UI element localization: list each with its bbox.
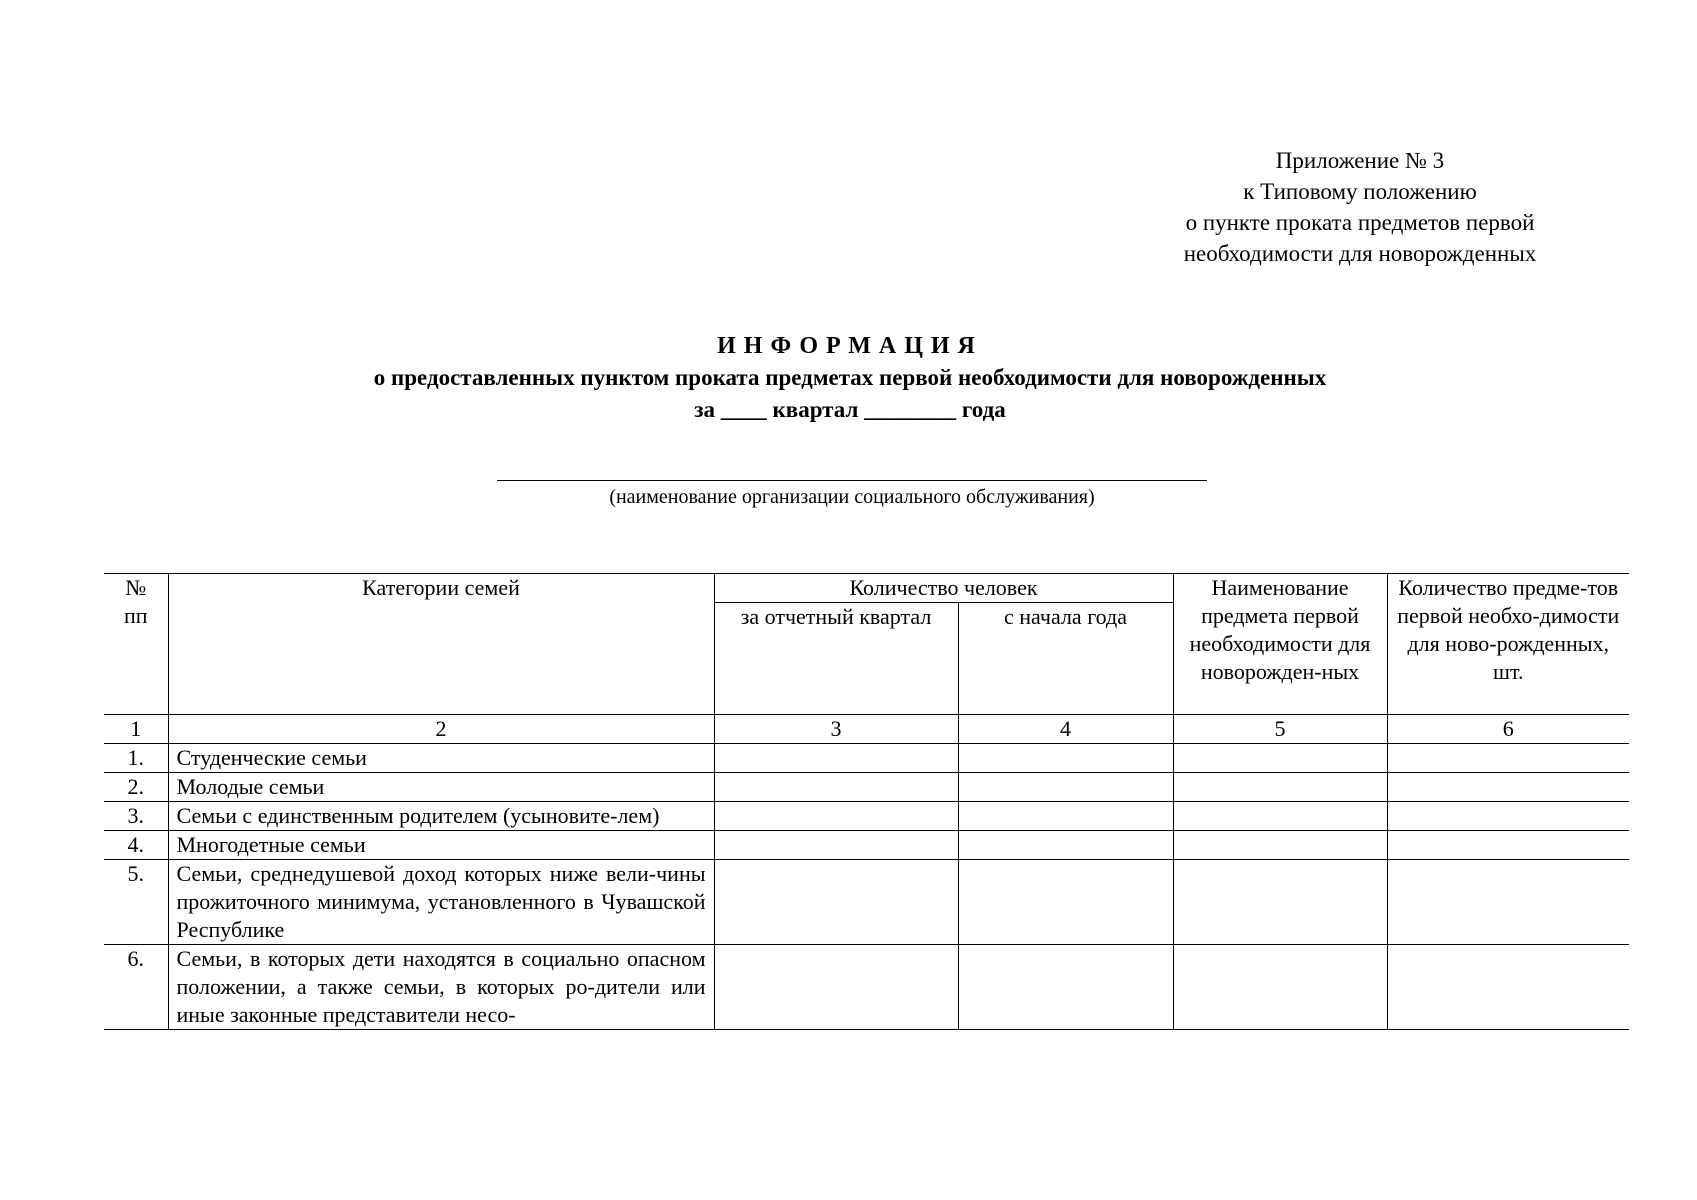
- data-cell: [1173, 773, 1387, 802]
- data-cell: [714, 831, 958, 860]
- appendix-subject: о пункте проката предметов первой: [1185, 210, 1535, 235]
- row-category: Семьи, среднедушевой доход которых ниже вели-чины прожиточного минимума, установленного в Чувашской Республике: [168, 860, 714, 945]
- table-row: [104, 744, 1629, 773]
- row-number: 2.: [104, 773, 168, 802]
- data-cell: [714, 945, 958, 1030]
- data-cell: [1387, 831, 1629, 860]
- data-cell: [714, 802, 958, 831]
- row-category: Семьи, в которых дети находятся в социально опасном положении, а также семьи, в которых ро-дители или иные законные представители несо-: [168, 945, 714, 1030]
- header-reporting-quarter: за отчетный квартал: [714, 603, 958, 715]
- data-cell: [958, 802, 1173, 831]
- organization-name-line: [497, 480, 1207, 481]
- document-title: ИНФОРМАЦИЯ: [717, 333, 983, 359]
- data-cell: [714, 860, 958, 945]
- table-row: [104, 802, 1629, 831]
- table-row: [104, 831, 1629, 860]
- row-number: 4.: [104, 831, 168, 860]
- data-cell: [1173, 802, 1387, 831]
- appendix-reference: к Типовому положению: [1243, 179, 1477, 204]
- index-cell: 3: [714, 715, 958, 744]
- row-category: Молодые семьи: [168, 773, 714, 802]
- data-cell: [958, 831, 1173, 860]
- header-item-name: Наименование предмета первой необходимости для новорожден-ных: [1173, 574, 1387, 715]
- appendix-subject-cont: необходимости для новорожденных: [1183, 241, 1537, 266]
- row-number: 6.: [104, 945, 168, 1030]
- index-cell: 5: [1173, 715, 1387, 744]
- data-cell: [1387, 773, 1629, 802]
- row-category: Многодетные семьи: [168, 831, 714, 860]
- document-title-block: [200, 330, 1500, 426]
- data-cell: [1173, 744, 1387, 773]
- data-cell: [714, 773, 958, 802]
- header-categories: Категории семей: [168, 574, 714, 715]
- data-cell: [1173, 860, 1387, 945]
- data-cell: [1387, 802, 1629, 831]
- data-cell: [1387, 744, 1629, 773]
- index-cell: 1: [104, 715, 168, 744]
- data-cell: [958, 860, 1173, 945]
- table-row: [104, 945, 1629, 1030]
- document-subtitle: о предоставленных пунктом проката предметах первой необходимости для новорожденных: [373, 365, 1327, 390]
- information-table: [104, 573, 1629, 1030]
- organization-caption: (наименование организации социального обслуживания): [609, 486, 1095, 508]
- data-cell: [958, 773, 1173, 802]
- table-row: [104, 773, 1629, 802]
- data-cell: [958, 945, 1173, 1030]
- index-cell: 6: [1387, 715, 1629, 744]
- header-people-count: Количество человек: [714, 574, 1173, 603]
- header-since-year-start: с начала года: [958, 603, 1173, 715]
- data-cell: [1387, 860, 1629, 945]
- table-index-row: [104, 715, 1629, 744]
- appendix-block: [1120, 145, 1600, 269]
- data-cell: [1173, 831, 1387, 860]
- header-item-count: Количество предме-тов первой необхо-димости для ново-рожденных, шт.: [1387, 574, 1629, 715]
- table-header-row: [104, 574, 1629, 603]
- table-row: [104, 860, 1629, 945]
- index-cell: 4: [958, 715, 1173, 744]
- data-cell: [1173, 945, 1387, 1030]
- data-cell: [1387, 945, 1629, 1030]
- row-number: 1.: [104, 744, 168, 773]
- data-cell: [958, 744, 1173, 773]
- document-period: за ____ квартал ________ года: [694, 397, 1006, 422]
- row-number: 3.: [104, 802, 168, 831]
- row-number: 5.: [104, 860, 168, 945]
- header-number: № пп: [104, 574, 168, 715]
- index-cell: 2: [168, 715, 714, 744]
- row-category: Семьи с единственным родителем (усыновите-лем): [168, 802, 714, 831]
- appendix-number: Приложение № 3: [1275, 148, 1445, 173]
- data-cell: [714, 744, 958, 773]
- row-category: Студенческие семьи: [168, 744, 714, 773]
